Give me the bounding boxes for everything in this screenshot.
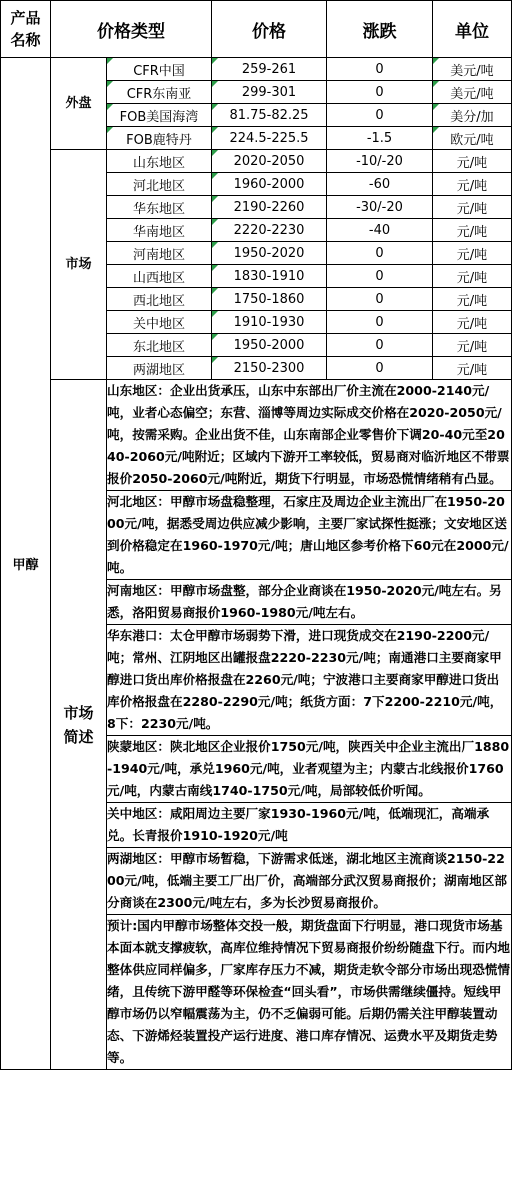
price-type-cell: 两湖地区 xyxy=(107,357,212,380)
price-cell: 259-261 xyxy=(212,58,327,81)
note-henan: 河南地区：甲醇市场盘整，部分企业商谈在1950-2020元/吨左右。另悉，洛阳贸易商报价1960-1980元/吨左右。 xyxy=(107,580,512,625)
price-cell: 2220-2230 xyxy=(212,219,327,242)
price-cell: 2150-2300 xyxy=(212,357,327,380)
note-forecast: 预计:国内甲醇市场整体交投一般，期货盘面下行明显，港口现货市场基本面本就支撑疲软，高库位维持情况下贸易商报价纷纷随盘下行。而内地整体供应同样偏多，厂家库存压力不减，期货走软令部分市场出现恐慌情绪，且传统下游甲醛等环保检查“回头看”，市场供需继续僵持。短线甲醇市场仍以窄幅震荡为主，仍不乏偏弱可能。后期仍需关注甲醇装置动态、下游烯烃装置投产运行进度、港口库存情况、运费水平及期货走势等。 xyxy=(107,915,512,1070)
change-cell: -40 xyxy=(327,219,433,242)
price-cell: 2190-2260 xyxy=(212,196,327,219)
change-cell: 0 xyxy=(327,265,433,288)
price-cell: 81.75-82.25 xyxy=(212,104,327,127)
change-cell: 0 xyxy=(327,104,433,127)
price-cell: 1830-1910 xyxy=(212,265,327,288)
group-summary: 市场 简述 xyxy=(51,380,107,1070)
table-row xyxy=(1,150,512,173)
note-hebei: 河北地区：甲醇市场盘稳整理，石家庄及周边企业主流出厂在1950-2000元/吨，据悉受周边供应减少影响，主要厂家试探性挺涨；文安地区送到价格稳定在1960-1970元/吨；唐山地区参考价格下60元在2000元/吨。 xyxy=(107,491,512,580)
change-cell: 0 xyxy=(327,357,433,380)
change-cell: -10/-20 xyxy=(327,150,433,173)
note-row xyxy=(1,380,512,491)
change-cell: 0 xyxy=(327,288,433,311)
unit-cell: 元/吨 xyxy=(433,150,512,173)
price-cell: 1910-1930 xyxy=(212,311,327,334)
price-type-cell: 华东地区 xyxy=(107,196,212,219)
change-cell: 0 xyxy=(327,334,433,357)
change-cell: -30/-20 xyxy=(327,196,433,219)
unit-cell: 欧元/吨 xyxy=(433,127,512,150)
unit-cell: 元/吨 xyxy=(433,288,512,311)
price-type-cell: 山东地区 xyxy=(107,150,212,173)
price-header: 价格 xyxy=(212,1,327,58)
price-type-cell: FOB鹿特丹 xyxy=(107,127,212,150)
change-cell: -1.5 xyxy=(327,127,433,150)
price-cell: 224.5-225.5 xyxy=(212,127,327,150)
price-type-cell: FOB美国海湾 xyxy=(107,104,212,127)
price-type-cell: 华南地区 xyxy=(107,219,212,242)
price-type-cell: CFR中国 xyxy=(107,58,212,81)
price-type-cell: 西北地区 xyxy=(107,288,212,311)
price-cell: 299-301 xyxy=(212,81,327,104)
unit-cell: 元/吨 xyxy=(433,265,512,288)
product-name-header: 产品 名称 xyxy=(1,1,51,58)
unit-cell: 元/吨 xyxy=(433,334,512,357)
price-cell: 2020-2050 xyxy=(212,150,327,173)
price-type-cell: 东北地区 xyxy=(107,334,212,357)
unit-cell: 元/吨 xyxy=(433,196,512,219)
change-cell: -60 xyxy=(327,173,433,196)
note-guanzhong: 关中地区：咸阳周边主要厂家1930-1960元/吨，低端现汇，高端承兑。长青报价1910-1920元/吨 xyxy=(107,803,512,848)
price-type-cell: CFR东南亚 xyxy=(107,81,212,104)
unit-cell: 元/吨 xyxy=(433,311,512,334)
price-type-cell: 关中地区 xyxy=(107,311,212,334)
unit-header: 单位 xyxy=(433,1,512,58)
note-shaanxi-inner-mongolia: 陕蒙地区：陕北地区企业报价1750元/吨，陕西关中企业主流出厂1880-1940元/吨，承兑1960元/吨，业者观望为主；内蒙古北线报价1760元/吨，内蒙古南线1740-1750元/吨，局部较低价听闻。 xyxy=(107,736,512,803)
price-type-header: 价格类型 xyxy=(51,1,212,58)
change-cell: 0 xyxy=(327,242,433,265)
header-row xyxy=(1,1,512,58)
unit-cell: 元/吨 xyxy=(433,242,512,265)
unit-cell: 元/吨 xyxy=(433,357,512,380)
change-header: 涨跌 xyxy=(327,1,433,58)
unit-cell: 元/吨 xyxy=(433,173,512,196)
price-cell: 1950-2020 xyxy=(212,242,327,265)
note-shandong: 山东地区：企业出货承压，山东中东部出厂价主流在2000-2140元/吨，业者心态偏空；东营、淄博等周边实际成交价格在2020-2050元/吨，按需采购。企业出货不佳，山东南部企业零售价下调20-40元至2040-2060元/吨附近；区域内下游开工率较低，贸易商对临沂地区不带票报价2050-2060元/吨附近，期货下行明显，市场恐慌情绪稍有凸显。 xyxy=(107,380,512,491)
price-type-cell: 山西地区 xyxy=(107,265,212,288)
price-cell: 1750-1860 xyxy=(212,288,327,311)
note-east-china-port: 华东港口：太仓甲醇市场弱势下滑，进口现货成交在2190-2200元/吨；常州、江阴地区出罐报盘2220-2230元/吨；南通港口主要商家甲醇进口货出库价格报盘在2260元/吨；宁波港口主要商家甲醇进口货出库价格报盘在2280-2290元/吨；纸货方面：7下2200-2210元/吨，8下：2230元/吨。 xyxy=(107,625,512,736)
group-market: 市场 xyxy=(51,150,107,380)
note-lianghu: 两湖地区：甲醇市场暂稳，下游需求低迷，湖北地区主流商谈2150-2200元/吨，低端主要工厂出厂价，高端部分武汉贸易商报价；湖南地区部分商谈在2300元/吨左右，多为长沙贸易商报价。 xyxy=(107,848,512,915)
group-foreign: 外盘 xyxy=(51,58,107,150)
change-cell: 0 xyxy=(327,58,433,81)
price-type-cell: 河南地区 xyxy=(107,242,212,265)
price-type-cell: 河北地区 xyxy=(107,173,212,196)
price-cell: 1950-2000 xyxy=(212,334,327,357)
change-cell: 0 xyxy=(327,81,433,104)
product-name: 甲醇 xyxy=(1,58,51,1070)
unit-cell: 元/吨 xyxy=(433,219,512,242)
unit-cell: 美元/吨 xyxy=(433,81,512,104)
unit-cell: 美元/吨 xyxy=(433,58,512,81)
table-row xyxy=(1,58,512,81)
price-cell: 1960-2000 xyxy=(212,173,327,196)
change-cell: 0 xyxy=(327,311,433,334)
unit-cell: 美分/加 xyxy=(433,104,512,127)
